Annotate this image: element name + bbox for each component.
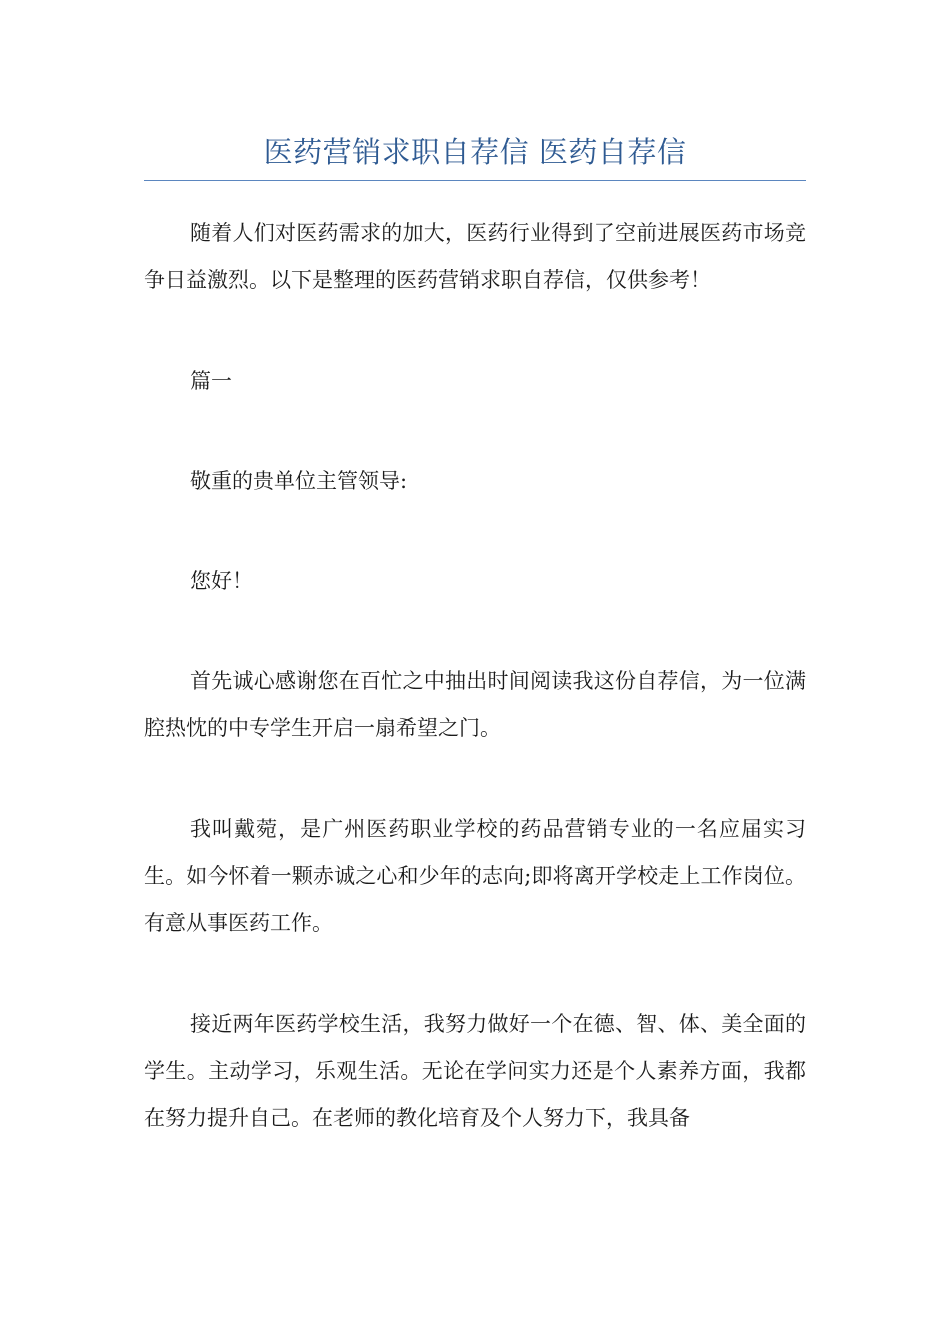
title-underline <box>144 180 806 181</box>
greeting: 您好！ <box>190 569 253 593</box>
section-heading: 篇一 <box>190 369 232 393</box>
salutation: 敬重的贵单位主管领导: <box>190 469 408 493</box>
body-paragraph: 首先诚心感谢您在百忙之中抽出时间阅读我这份自荐信，为一位满腔热忱的中专学生开启一扇希望之门。 <box>144 669 806 740</box>
body-paragraph: 我叫戴菀，是广州医药职业学校的药品营销专业的一名应届实习生。如今怀着一颗赤诚之心和少年的志向;即将离开学校走上工作岗位。有意从事医药工作。 <box>144 817 806 935</box>
intro-paragraph: 随着人们对医药需求的加大，医药行业得到了空前进展医药市场竞争日益激烈。以下是整理的医药营销求职自荐信，仅供参考！ <box>144 221 806 292</box>
body-paragraph: 接近两年医药学校生活，我努力做好一个在德、智、体、美全面的学生。主动学习，乐观生活。无论在学问实力还是个人素养方面，我都在努力提升自己。在老师的教化培育及个人努力下，我具备 <box>144 1012 806 1130</box>
document-title: 医药营销求职自荐信 医药自荐信 <box>263 135 687 169</box>
